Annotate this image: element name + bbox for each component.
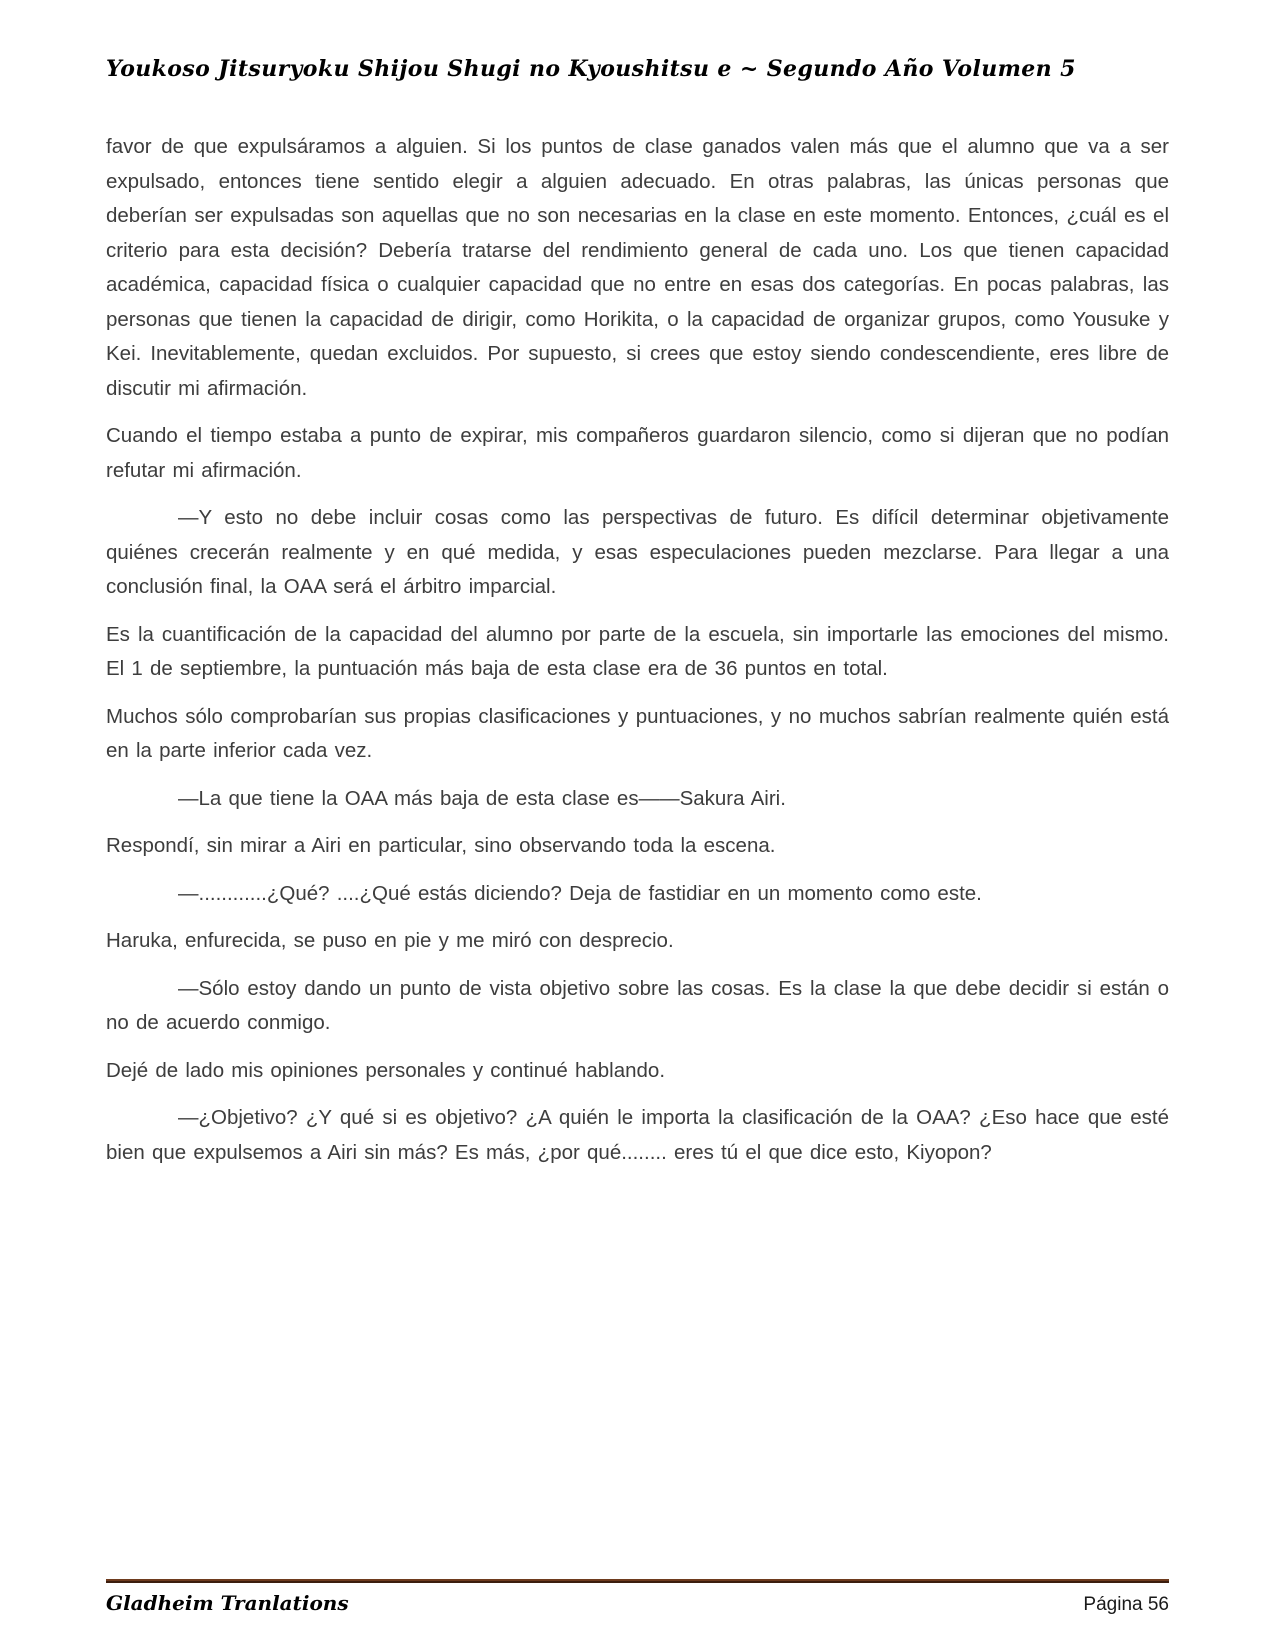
translator-credit: Gladheim Tranlations: [106, 1591, 349, 1615]
page-footer: [106, 1579, 1169, 1616]
page-number: Página 56: [1083, 1594, 1169, 1615]
paragraph: Haruka, enfurecida, se puso en pie y me miró con desprecio.: [106, 929, 674, 952]
paragraph: Dejé de lado mis opiniones personales y continué hablando.: [106, 1058, 666, 1082]
page-body: [106, 130, 1169, 1579]
page-header: [106, 56, 1169, 82]
paragraph: Cuando el tiempo estaba a punto de expirar, mis compañeros guardaron silencio, como si dijeran que no podían refutar mi afirmación.: [106, 424, 1169, 482]
header-title: Youkoso Jitsuryoku Shijou Shugi no Kyoushitsu e ~ Segundo Año Volumen 5: [106, 56, 1076, 82]
footer-row: [106, 1591, 1169, 1616]
paragraph: favor de que expulsáramos a alguien. Si los puntos de clase ganados valen más que el alumno que va a ser expulsado, entonces tiene sentido elegir a alguien adecuado. En otras palabras, las únicas personas que deberían ser expulsadas son aquellas que no son necesarias en la clase en este momento. Entonces, ¿cuál es el criterio para esta decisión? Debería tratarse del rendimiento general de cada uno. Los que tienen capacidad académica, capacidad física o cualquier capacidad que no entre en esas dos categorías. En pocas palabras, las personas que tienen la capacidad de dirigir, como Horikita, o la capacidad de organizar grupos, como Yousuke y Kei. Inevitablemente, quedan excluidos. Por supuesto, si crees que estoy siendo condescendiente, eres libre de discutir mi afirmación.: [106, 135, 1169, 400]
paragraph: —Y esto no debe incluir cosas como las perspectivas de futuro. Es difícil determinar objetivamente quiénes crecerán realmente y en qué medida, y esas especulaciones pueden mezclarse. Para llegar a una conclusión final, la OAA será el árbitro imparcial.: [106, 506, 1169, 598]
paragraph: —La que tiene la OAA más baja de esta clase es——Sakura Airi.: [178, 786, 786, 810]
paragraph: Respondí, sin mirar a Airi en particular, sino observando toda la escena.: [106, 834, 776, 857]
paragraph: —Sólo estoy dando un punto de vista objetivo sobre las cosas. Es la clase la que debe decidir si están o no de acuerdo conmigo.: [106, 976, 1169, 1034]
paragraph: —¿Objetivo? ¿Y qué si es objetivo? ¿A quién le importa la clasificación de la OAA? ¿Eso hace que esté bien que expulsemos a Airi sin más? Es más, ¿por qué........ eres tú el que dice esto, Kiyopon?: [106, 1106, 1169, 1164]
footer-rule: [106, 1579, 1169, 1583]
paragraph: Muchos sólo comprobarían sus propias clasificaciones y puntuaciones, y no muchos sabrían realmente quién está en la parte inferior cada vez.: [106, 704, 1169, 762]
paragraph: —............¿Qué? ....¿Qué estás diciendo? Deja de fastidiar en un momento como este.: [178, 881, 982, 905]
paragraph: Es la cuantificación de la capacidad del alumno por parte de la escuela, sin importarle las emociones del mismo. El 1 de septiembre, la puntuación más baja de esta clase era de 36 puntos en total.: [106, 622, 1169, 680]
